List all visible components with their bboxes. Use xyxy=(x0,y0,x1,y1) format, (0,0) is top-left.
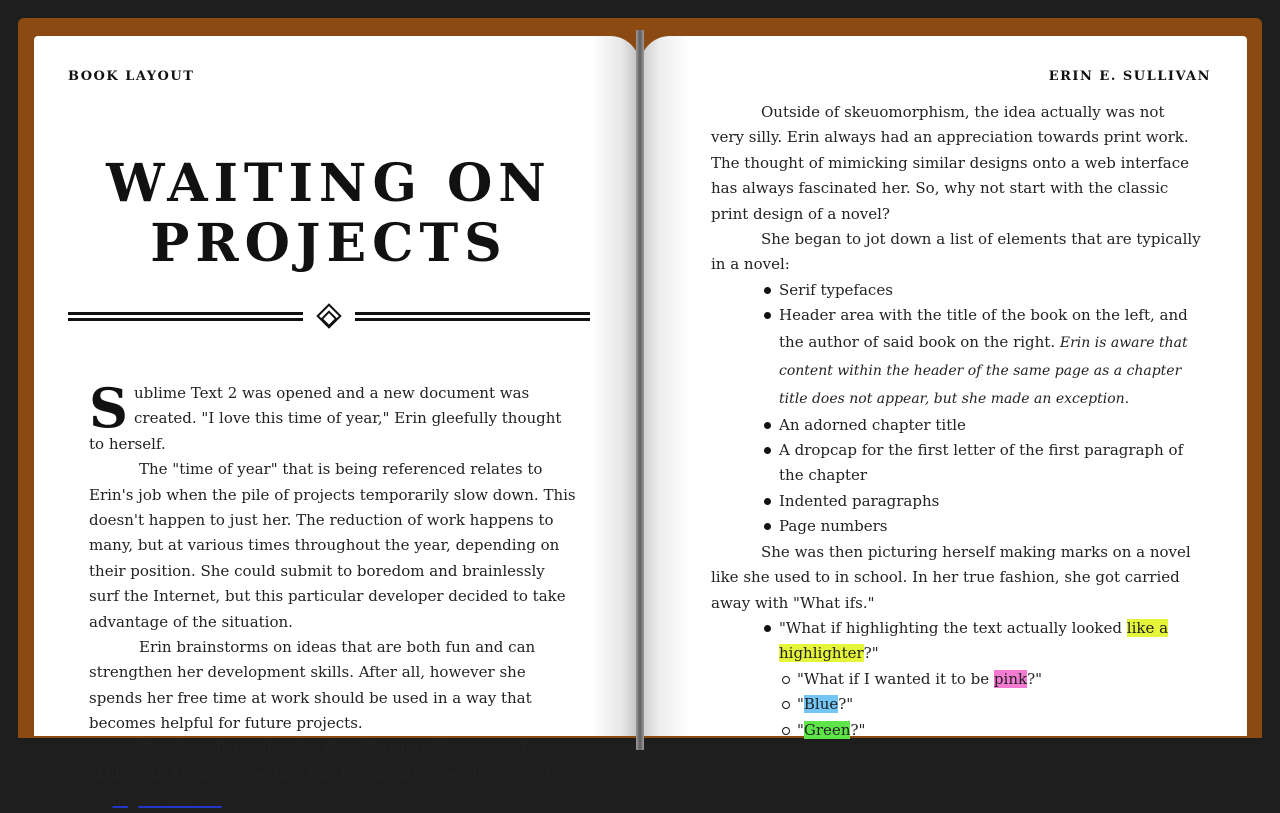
list-item xyxy=(779,616,1201,743)
list-item: An adorned chapter title xyxy=(779,413,1201,438)
dropcap: S xyxy=(89,376,128,440)
list-item: A dropcap for the first letter of the first paragraph of the chapter xyxy=(779,438,1201,489)
chapter-title-line-2: PROJECTS xyxy=(150,213,508,274)
whatif-text: "What if I wanted it to be xyxy=(797,669,994,688)
novel-elements-list xyxy=(779,278,1201,540)
list-item xyxy=(779,303,1201,412)
ornament-rule-left xyxy=(68,312,303,321)
whatif-text: "What if highlighting the text actually looked xyxy=(779,618,1127,637)
sublist-item xyxy=(797,692,1201,717)
sublist-item xyxy=(797,718,1201,743)
pink-highlight: pink xyxy=(993,669,1028,688)
organizational-link[interactable]: organizational xyxy=(112,790,222,809)
list-item: Page numbers xyxy=(779,514,1201,539)
yellow-highlight: like a highlighter xyxy=(779,618,1169,663)
paragraph-2: The "time of year" that is being referenced relates to Erin's job when the pile of projects temporarily slow down. This doesn't happen to just her. The reduction of work happens to many, but at various times throughout the year, depending on their position. She could submit to boredom and brainlessly surf the Internet, but this particular developer decided to take advantage of the situation. xyxy=(89,460,576,631)
chapter-ornament xyxy=(68,306,590,328)
whatif-text-end: ?" xyxy=(863,644,879,663)
paragraph-7: She was then picturing herself making marks on a novel like she used to in school. In her true fashion, she got carried away with "What ifs." xyxy=(711,542,1191,612)
green-highlight: Green xyxy=(803,720,851,739)
list-item-text: Header area with the title of the book on the left, and the author of said book on the right. xyxy=(779,306,1188,351)
what-ifs-list xyxy=(779,616,1201,743)
right-page xyxy=(640,36,1247,739)
paragraph-3: Erin brainstorms on ideas that are both fun and can strengthen her development skills. After all, however she spends her free time at work should be used in a way that becomes helpful for future projects. xyxy=(89,638,536,733)
paragraph-1-text: ublime Text 2 was opened and a new document was created. "I love this time of year," Erin gleefully thought to herself. xyxy=(89,384,562,453)
whatif-text-end: ?" xyxy=(850,720,866,739)
paragraph-4 xyxy=(89,737,579,813)
diamond-ornament-icon xyxy=(316,303,341,328)
left-page xyxy=(34,36,640,809)
author-header: ERIN E. SULLIVAN xyxy=(1048,69,1211,84)
list-item: Serif typefaces xyxy=(779,278,1201,303)
chapter-body-continued xyxy=(711,100,1201,743)
whatif-text: " xyxy=(797,720,804,739)
what-ifs-sublist xyxy=(797,667,1201,743)
chapter-title xyxy=(68,154,590,274)
whatif-text-end: ?" xyxy=(1027,669,1043,688)
paragraph-5: Outside of skeuomorphism, the idea actually was not very silly. Erin always had an appreciation towards print work. The thought of mimicking similar designs onto a web interface has always fascinated her. So, why not start with the classic print design of a novel? xyxy=(711,103,1189,223)
blue-highlight: Blue xyxy=(803,695,839,714)
paragraph-1 xyxy=(89,376,579,457)
book-title-header: BOOK LAYOUT xyxy=(68,69,195,84)
book-spine xyxy=(636,30,644,750)
list-item: Indented paragraphs xyxy=(779,489,1201,514)
paragraph-4-text: She already made quite the effort into fine-tuning her skills with Flexbox, creating functional and accessible code for an xyxy=(89,739,568,809)
whatif-text-end: ?" xyxy=(838,695,854,714)
sublist-item xyxy=(797,667,1201,692)
paragraph-6: She began to jot down a list of elements that are typically in a novel: xyxy=(711,230,1201,274)
whatif-text: " xyxy=(797,695,804,714)
italic-note: Erin is aware that content within the header of the same page as a chapter title does not appear, but she made an exception. xyxy=(779,334,1188,407)
chapter-body xyxy=(89,376,579,813)
ornament-rule-right xyxy=(355,312,590,321)
chapter-title-line-1: WAITING ON xyxy=(106,153,552,214)
